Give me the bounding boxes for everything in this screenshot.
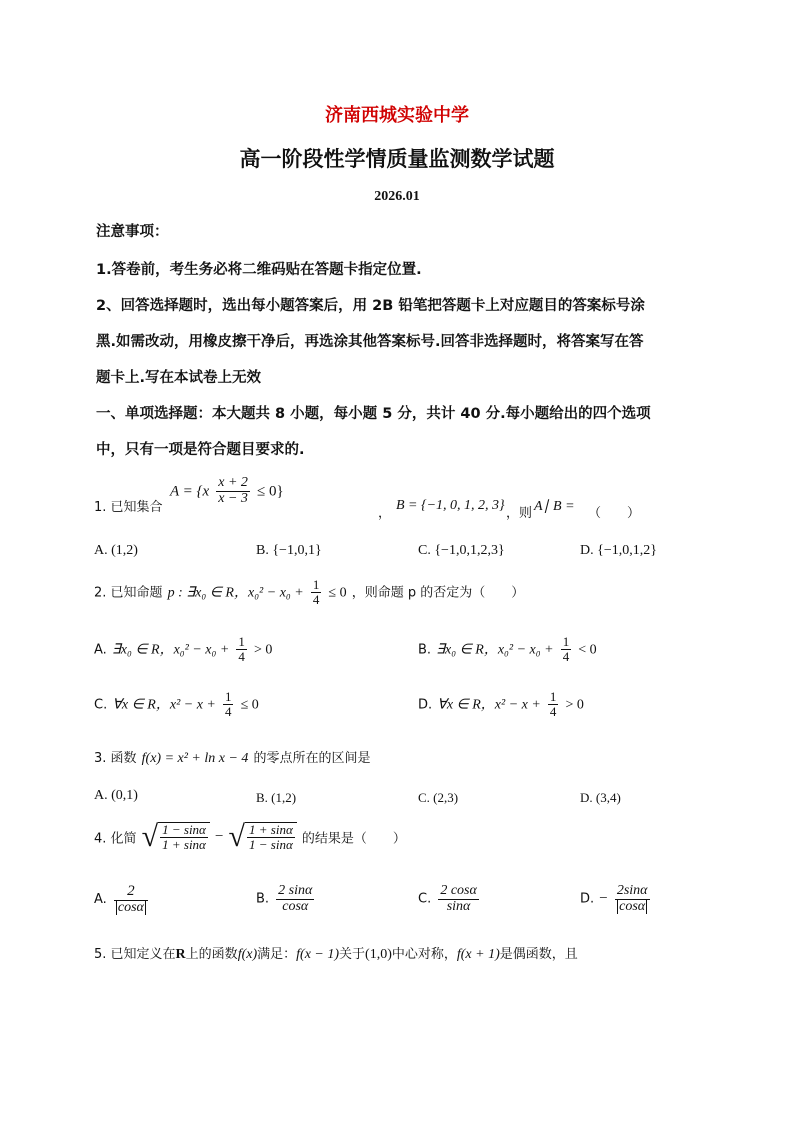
q1-prefix: 1. 已知集合 <box>94 500 163 515</box>
q2-a-frac-num: 1 <box>238 634 245 649</box>
school-name: 济南西城实验中学 <box>325 105 469 126</box>
question-5-stem <box>94 943 578 963</box>
q4-option-a <box>94 884 150 915</box>
notice-item-2-line-3: 题卡上.写在本试卷上无效 <box>96 370 262 386</box>
q5-f-x-plus-1: f(x + 1) <box>456 947 500 962</box>
q4-minus: − <box>214 828 224 845</box>
q3-option-a: A. (0,1) <box>94 788 138 803</box>
q1-set-a-fraction <box>216 476 250 506</box>
q1-set-a-right: ≤ 0} <box>257 483 284 500</box>
q2-option-b <box>418 635 597 663</box>
q2-a-tail: > 0 <box>254 642 273 658</box>
q2-b-fraction <box>561 635 572 663</box>
q2-d-frac-den: 4 <box>549 703 557 719</box>
q3-option-c: C. (2,3) <box>418 790 459 805</box>
q1-frac-num: x + 2 <box>218 475 248 490</box>
q5-f-x-minus-1: f(x − 1) <box>296 947 340 962</box>
q2-c-frac-den: 4 <box>224 703 232 719</box>
q1-set-a-left: A = {x <box>170 483 210 500</box>
q2-b-frac-num: 1 <box>562 634 570 649</box>
q2-b-label: B. <box>418 642 432 658</box>
question-1-stem <box>94 475 641 532</box>
q4-c-den: sinα <box>446 898 471 914</box>
q4-stem-tail: 的结果是（ ） <box>301 831 406 847</box>
q2-d-tail: > 0 <box>565 697 584 713</box>
q4-b-num: 2 sinα <box>278 883 313 898</box>
q4-a-num: 2 <box>114 884 148 901</box>
q4-a-label: A. <box>94 892 107 908</box>
q2-c-expr: ∀x ∈ R，x² − x + <box>112 697 216 713</box>
q4-b-fraction <box>276 884 314 914</box>
q2-proposition: p : ∃x₀ ∈ R，x₀² − x₀ + <box>167 585 304 601</box>
q5-mid-2: 满足： <box>257 947 297 962</box>
exam-date: 2026.01 <box>374 189 420 204</box>
q4-option-b <box>256 884 316 914</box>
q2-option-d <box>418 690 584 718</box>
q2-b-tail: < 0 <box>578 642 597 658</box>
q5-center-point: (1,0) <box>365 947 392 962</box>
q1-option-a: A. (1,2) <box>94 543 138 558</box>
q2-c-frac-num: 1 <box>224 689 232 704</box>
q3-option-b: B. (1,2) <box>256 790 297 805</box>
notice-item-1: 1.答卷前，考生务必将二维码贴在答题卡指定位置. <box>96 262 422 278</box>
q2-b-frac-den: 4 <box>562 648 570 664</box>
q3-prefix: 3. 函数 <box>94 751 137 766</box>
q2-b-expr: ∃x₀ ∈ R，x₀² − x₀ + <box>436 642 554 658</box>
q4-r1-num: 1 − sinα <box>162 822 206 838</box>
question-2-stem <box>94 578 524 606</box>
q4-r2-den: 1 − sinα <box>249 837 293 852</box>
q5-real-set: R <box>175 947 186 962</box>
q4-option-c <box>418 884 481 914</box>
notice-item-2-line-2: 黑.如需改动，用橡皮擦干净后，再选涂其他答案标号.回答非选择题时，将答案写在答 <box>96 334 644 350</box>
q1-comma: ， <box>378 506 392 521</box>
q4-d-sign: − <box>599 890 608 907</box>
question-3-stem <box>94 747 371 767</box>
q1-set-a <box>170 476 284 506</box>
q2-a-label: A. <box>94 642 107 658</box>
q3-option-d: D. (3,4) <box>580 790 621 805</box>
q1-option-b: B. {−1,0,1} <box>256 543 322 558</box>
q2-stem-after: ≤ 0 <box>328 585 347 601</box>
notice-heading: 注意事项： <box>96 224 169 240</box>
section-1-line-1: 一、单项选择题：本大题共 8 小题，每小题 5 分，共计 40 分.每小题给出的四个选项 <box>96 406 651 422</box>
q2-a-expr: ∃x₀ ∈ R，x₀² − x₀ + <box>111 642 230 658</box>
q2-d-fraction <box>548 690 559 718</box>
q4-d-num: 2sinα <box>616 883 648 898</box>
q4-radical-2: √ $\frac{1 + \sin\alpha}{1 - \sin\alpha}$ <box>229 822 297 852</box>
q1-answer-paren: （ ） <box>588 506 641 521</box>
q5-mid-4: 中心对称， <box>391 947 457 962</box>
q5-stem-tail: 是偶函数，且 <box>499 947 578 962</box>
q3-stem-tail: 的零点所在的区间是 <box>253 751 371 766</box>
q4-option-d <box>580 884 652 914</box>
q2-c-label: C. <box>94 697 108 713</box>
q2-stem-fraction <box>311 578 322 606</box>
section-1-line-2: 中，只有一项是符合题目要求的. <box>96 442 305 458</box>
q4-d-fraction <box>615 884 650 914</box>
q4-c-label: C. <box>418 891 432 907</box>
q1-suffix-pre: ，则 <box>506 506 533 521</box>
q2-c-fraction <box>223 690 234 718</box>
q3-function-expr: f(x) = x² + ln x − 4 <box>141 751 249 766</box>
q2-d-expr: ∀x ∈ R，x² − x + <box>437 697 541 713</box>
q4-a-den: cosα <box>117 899 144 915</box>
q4-a-fraction <box>114 884 148 915</box>
q1-frac-den: x − 3 <box>218 490 248 506</box>
q2-stem-frac-num: 1 <box>312 577 320 592</box>
q4-radical-1-fraction <box>160 823 208 851</box>
q2-c-tail: ≤ 0 <box>240 697 259 713</box>
q2-d-label: D. <box>418 697 433 713</box>
q5-f-x: f(x) <box>237 947 258 962</box>
q2-stem-frac-den: 4 <box>312 591 320 607</box>
question-4-stem <box>94 822 406 872</box>
q1-suffix-expr: A∣ B = <box>534 499 575 514</box>
q4-c-num: 2 cosα <box>440 883 477 898</box>
q4-d-den: cosα <box>619 898 646 914</box>
q2-option-c <box>94 690 259 718</box>
q5-prefix: 5. 已知定义在 <box>94 947 176 962</box>
q4-r2-num: 1 + sinα <box>249 822 293 838</box>
q4-b-label: B. <box>256 891 270 907</box>
q2-a-frac-den: 4 <box>238 648 245 664</box>
q4-radical-2-fraction <box>247 823 295 851</box>
notice-item-2-line-1: 2、回答选择题时，选出每小题答案后，用 2B 铅笔把答题卡上对应题目的答案标号涂 <box>96 298 645 314</box>
q4-radical-1: √ $\frac{1 - \sin\alpha}{1 + \sin\alpha}$ <box>142 822 210 852</box>
q4-r1-den: 1 + sinα <box>162 837 206 852</box>
q2-a-fraction <box>236 635 247 663</box>
q1-option-d: D. {−1,0,1,2} <box>580 543 657 558</box>
q2-option-a <box>94 635 272 663</box>
q5-mid-1: 上的函数 <box>185 947 238 962</box>
q4-prefix: 4. 化简 <box>94 831 137 847</box>
q4-b-den: cosα <box>282 898 309 914</box>
q1-option-c: C. {−1,0,1,2,3} <box>418 543 505 558</box>
q1-set-b: B = {−1, 0, 1, 2, 3} <box>396 498 505 513</box>
q4-c-fraction <box>438 884 479 914</box>
q4-d-label: D. <box>580 891 595 907</box>
q5-mid-3: 关于 <box>339 947 366 962</box>
q2-prefix: 2. 已知命题 <box>94 585 163 601</box>
q2-stem-tail: ，则命题 p 的否定为（ ） <box>351 585 525 601</box>
exam-title: 高一阶段性学情质量监测数学试题 <box>239 147 555 171</box>
q2-d-frac-num: 1 <box>549 689 557 704</box>
